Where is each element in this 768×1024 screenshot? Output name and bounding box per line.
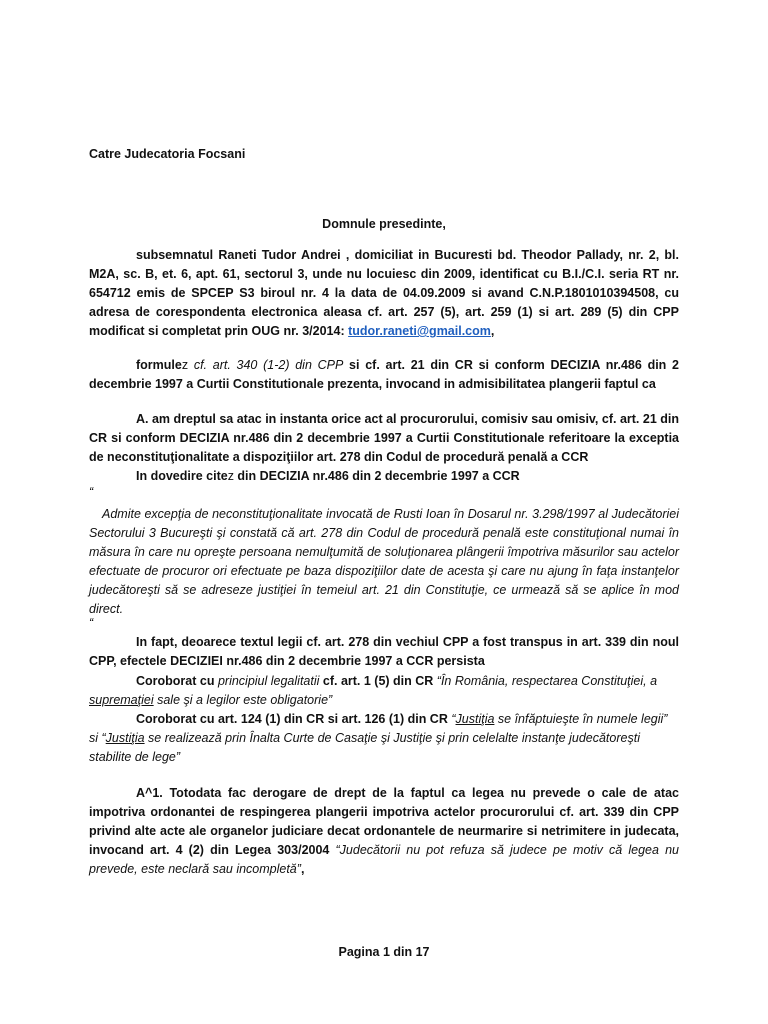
formulez-part1: formule: [136, 358, 182, 372]
coroborat-2-part4: se înfăptuieşte în numele legii” si “: [89, 712, 668, 745]
coroborat-2-part3: Justiţia: [455, 712, 495, 726]
quote-close: “: [89, 616, 94, 630]
section-a1-label: A^1.: [136, 786, 163, 800]
section-a1-end: ,: [300, 862, 305, 876]
section-a1-quote: “Judecătorii nu pot refuza să judece pe motiv că legea nu prevede, este neclară sau incompletă”: [89, 843, 680, 876]
formulez-part2: z: [181, 358, 189, 372]
coroborat-2-part5: Justiţia: [105, 731, 145, 745]
section-a1-paragraph: [89, 784, 679, 879]
formulez-part4: si cf. art. 21 din CR si conform DECIZIA nr.486 din 2 decembrie 1997 a Curtii Constitutionale prezenta, invocand in admisibilitatea plangerii faptul ca: [89, 358, 679, 391]
email-link[interactable]: tudor.raneti@gmail.com: [348, 324, 491, 338]
document-page: [89, 0, 679, 1024]
coroborat-1-paragraph: [89, 672, 679, 710]
coroborat-1-part6: sale şi a legilor este obligatorie”: [153, 693, 333, 707]
coroborat-2-part6: se realizează prin Înalta Curte de Casaţie şi Justiţie şi prin celelalte instanţe judecătoreşti stabilite de lege”: [89, 731, 640, 764]
intro-paragraph: [89, 246, 679, 341]
salutation: Domnule presedinte,: [322, 217, 446, 231]
addressee: Catre Judecatoria Focsani: [89, 147, 246, 161]
dovedire-part3: din DECIZIA nr.486 din 2 decembrie 1997 a CCR: [233, 469, 520, 483]
coroborat-1-part2: principiul legalitatii: [217, 674, 320, 688]
quote-text: Admite excepţia de neconstituţionalitate invocată de Rusti Ioan în Dosarul nr. 3.298/1997 al Judecătoriei Sectorului 3 Bucureşti şi constată că art. 278 din Codul de procedură penală este constituţional numai în măsura în care nu opreşte persoana nemulţumită de soluţionarea plângerii împotriva măsurilor sau actelor efectuate de procuror ori efectuate pe baza dispoziţiilor date de acesta şi care nu ajung în faţa instanţelor judecătoreşti să se adreseze justiţiei în temeiul art. 21 din Constituţie, ce urmează să se aplice în mod direct.: [89, 507, 679, 616]
coroborat-1-part4: “În România, respectarea Constituţiei, a: [436, 674, 658, 688]
section-a1-text: Totodata fac derogare de drept de la faptul ca legea nu prevede o cale de atac impotriva ordonantei de respingerea plangerii impotriva actelor procurorului cf. art. 339 din CPP privind alte acte ale organelor judiciare decat ordonantele de neurmarire si netrimitere in judecata, invocand art. 4 (2) din Legea 303/2004: [89, 786, 679, 857]
section-a-text: am dreptul sa atac in instanta orice act al procurorului, comisiv sau omisiv, cf. art. 21 din CR si conform DECIZIA nr.486 din 2 decembrie 1997 a Curtii Constitutionale referitoare la exceptia de neconstituţionalitate a dispoziţiilor art. 278 din Codul de procedură penală a CCR: [89, 412, 679, 464]
page-footer: Pagina 1 din 17: [338, 945, 430, 959]
quote-open: “: [89, 485, 94, 499]
coroborat-2-part2: “: [451, 712, 456, 726]
dovedire-part1: In dovedire cite: [136, 469, 228, 483]
coroborat-1-part3: cf. art. 1 (5) din CR: [319, 674, 437, 688]
intro-text: subsemnatul Raneti Tudor Andrei , domiciliat in Bucuresti bd. Theodor Pallady, nr. 2, bl. M2A, sc. B, et. 6, apt. 61, sectorul 3, unde nu locuiesc din 2009, identificat cu B.I./C.I. seria RT nr. 654712 emis de SPCEP S3 biroul nr. 4 la data de 04.09.2009 si avand C.N.P.1801010394508, cu adresa de corespondenta electronica aleasa cf. art. 257 (5), art. 259 (1) si art. 289 (5) din CPP modificat si completat prin OUG nr. 3/2014:: [89, 248, 679, 338]
intro-after-email: ,: [490, 324, 495, 338]
dovedire-part2: z: [227, 469, 234, 483]
coroborat-1-part1: Coroborat cu: [136, 674, 218, 688]
section-a-paragraph: [89, 410, 679, 467]
formulez-part3: cf. art. 340 (1-2) din CPP: [188, 358, 344, 372]
in-fapt-paragraph: In fapt, deoarece textul legii cf. art. 278 din vechiul CPP a fost transpus in art. 339 din noul CPP, efectele DECIZIEI nr.486 din 2 decembrie 1997 a CCR persista: [89, 635, 679, 668]
coroborat-1-part5: supremaţiei: [89, 693, 154, 707]
formulez-paragraph: [89, 356, 679, 394]
coroborat-2-part1: Coroborat cu art. 124 (1) din CR si art. 126 (1) din CR: [136, 712, 452, 726]
section-a-label: A.: [136, 412, 149, 426]
coroborat-2-paragraph: [89, 710, 679, 767]
